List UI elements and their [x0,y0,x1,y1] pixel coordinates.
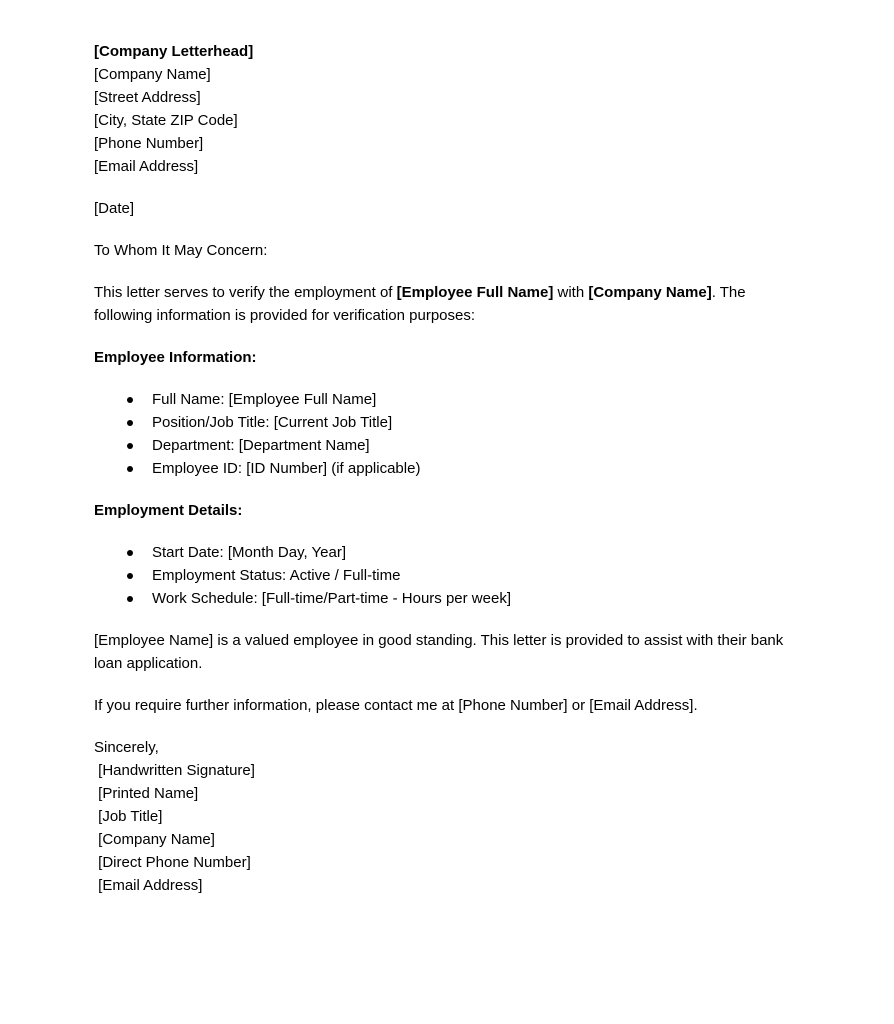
closing-line-email-address: [Email Address] [94,877,203,894]
list-item-department: Department: [Department Name] [94,434,800,457]
employment-details-list [94,541,800,610]
list-item-full-name: Full Name: [Employee Full Name] [94,388,800,411]
employee-info-list [94,388,800,480]
intro-company-name-placeholder: [Company Name] [588,284,712,301]
closing-line-direct-phone-number: [Direct Phone Number] [94,854,251,871]
heading-employment-details: Employment Details: [94,502,243,519]
letterhead-line-email-address: [Email Address] [94,158,199,175]
closing-line-job-title: [Job Title] [94,808,163,825]
date-line: [Date] [94,200,135,217]
closing-signoff: Sincerely, [94,739,159,756]
closing-line-printed-name: [Printed Name] [94,785,199,802]
intro-paragraph [94,281,800,327]
intro-text-1: This letter serves to verify the employment of [94,284,397,301]
heading-employee-information: Employee Information: [94,349,257,366]
closing-line-company-name: [Company Name] [94,831,215,848]
closing-line-handwritten-signature: [Handwritten Signature] [94,762,255,779]
list-item-employment-status: Employment Status: Active / Full-time [94,564,800,587]
letterhead-line-street-address: [Street Address] [94,89,201,106]
closing-block [94,736,800,897]
list-item-position-job-title: Position/Job Title: [Current Job Title] [94,411,800,434]
letterhead-line-company-name: [Company Name] [94,66,211,83]
intro-employee-full-name-placeholder: [Employee Full Name] [396,284,554,301]
letterhead-line-city-state-zip: [City, State ZIP Code] [94,112,238,129]
letterhead-block [94,40,800,178]
list-item-employee-id: Employee ID: [ID Number] (if applicable) [94,457,800,480]
intro-text-2: with [553,284,589,301]
intro-text-3: . The following information is provided for verification purposes: [94,284,746,324]
letterhead-line-phone-number: [Phone Number] [94,135,204,152]
list-item-start-date: Start Date: [Month Day, Year] [94,541,800,564]
standing-paragraph: [Employee Name] is a valued employee in good standing. This letter is provided to assist with their bank loan application. [94,632,784,672]
salutation: To Whom It May Concern: [94,242,268,259]
letterhead-title: [Company Letterhead] [94,43,254,60]
letter-body [94,40,800,916]
contact-paragraph: If you require further information, please contact me at [Phone Number] or [Email Address]. [94,697,698,714]
list-item-work-schedule: Work Schedule: [Full-time/Part-time - Hours per week] [94,587,800,610]
